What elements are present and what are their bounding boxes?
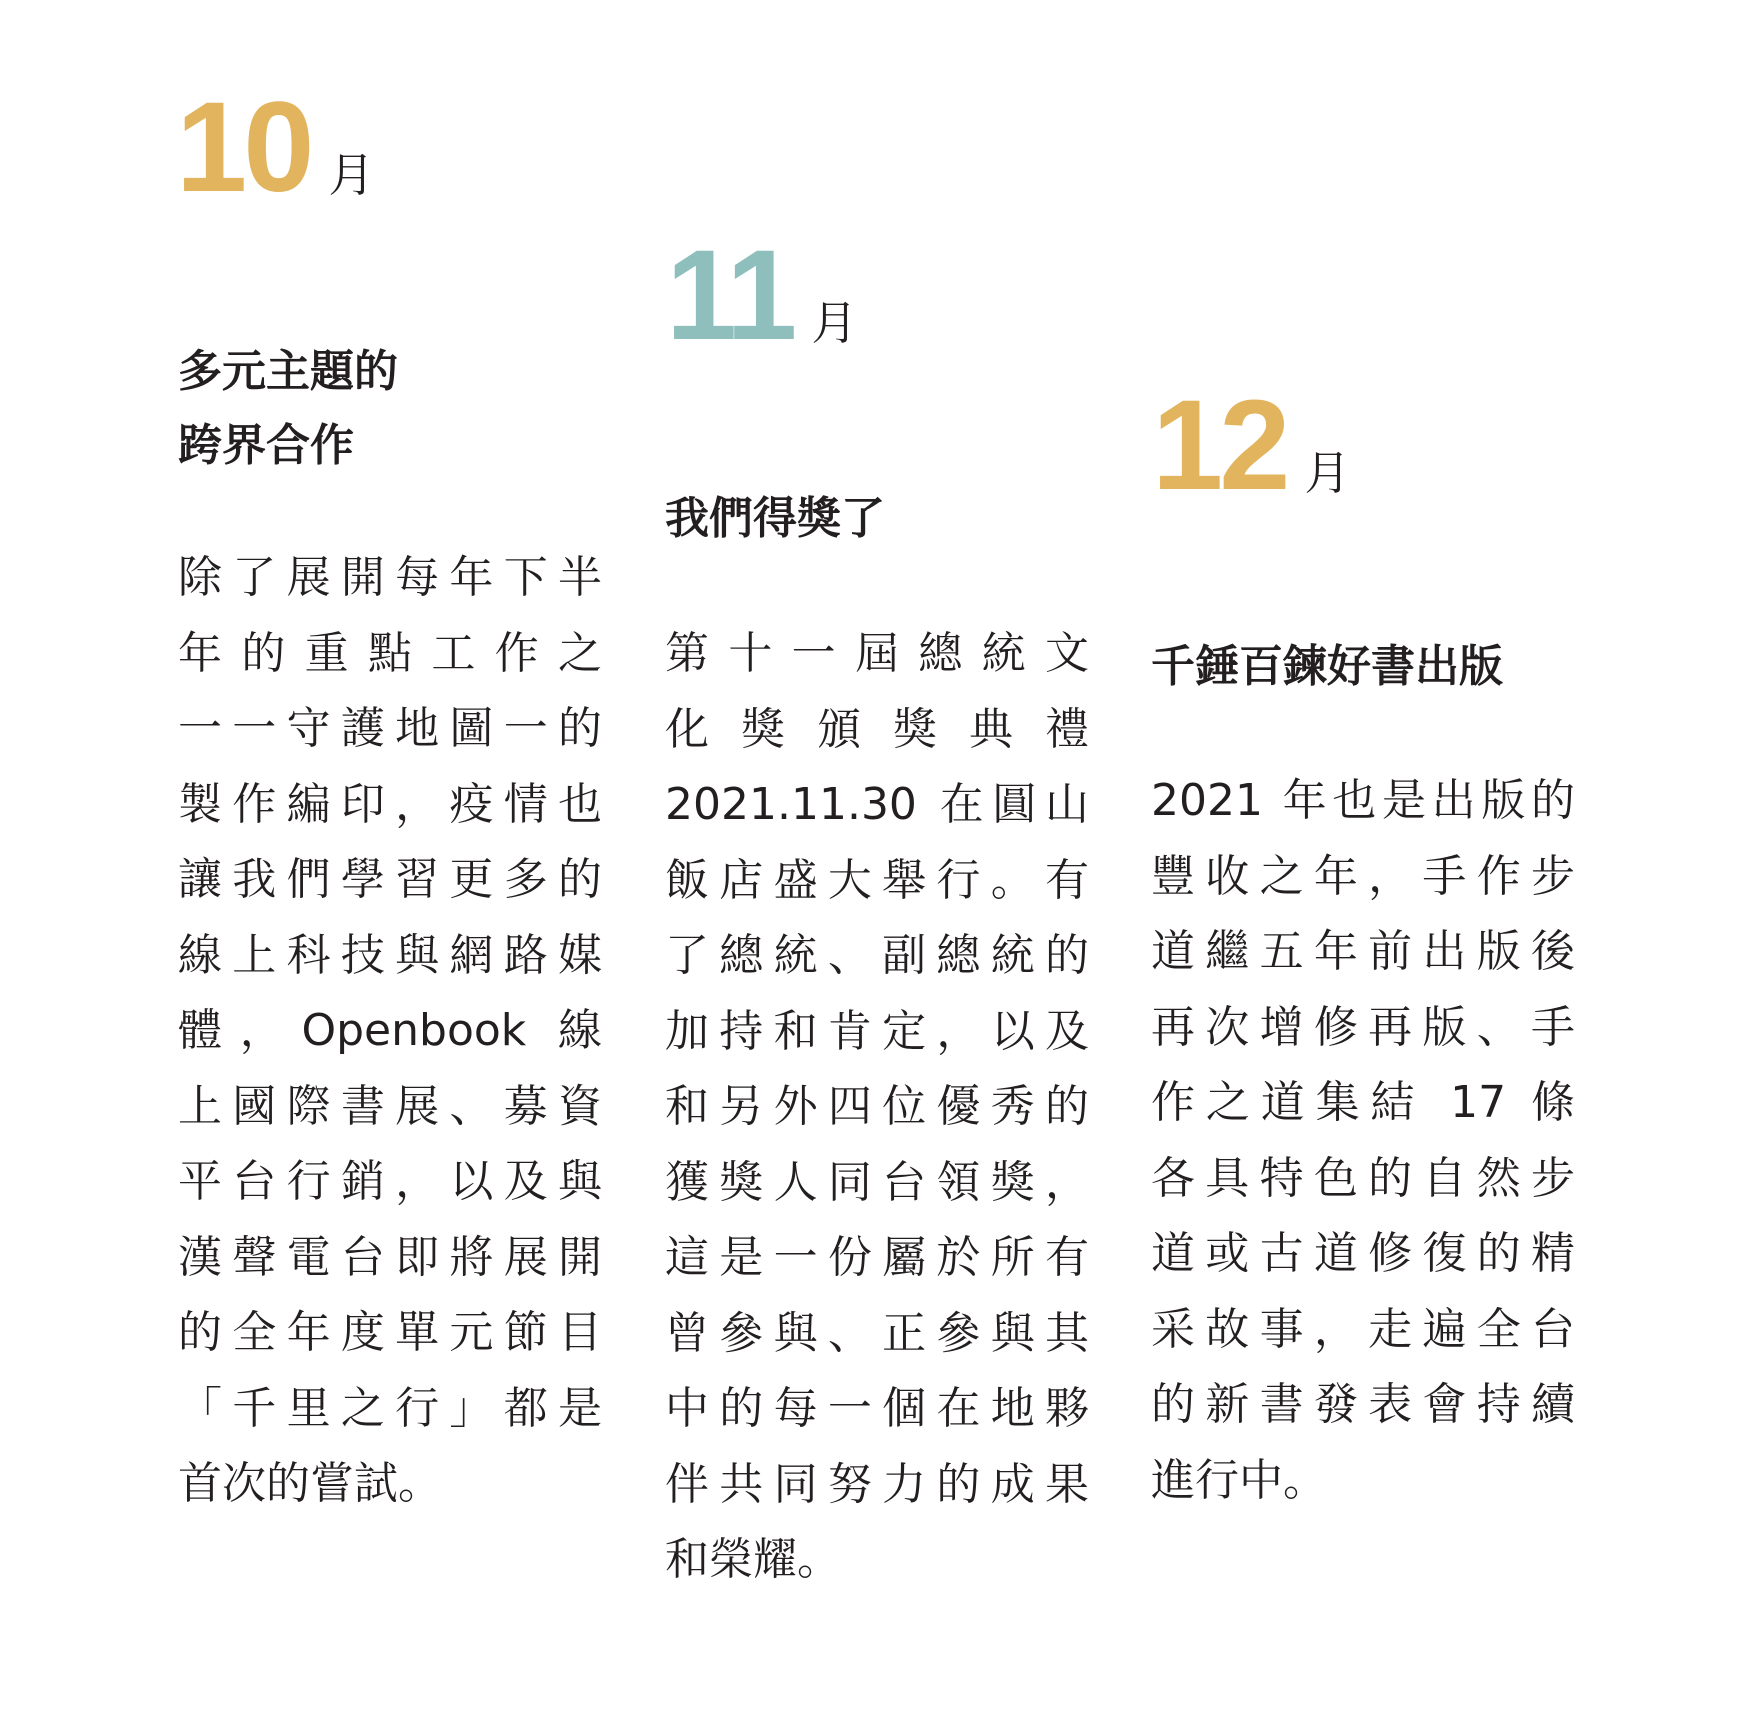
body-line: 一一守護地圖一的	[178, 703, 602, 754]
body-line: 體，Openbook 線	[178, 1005, 602, 1056]
month-number: 11	[666, 224, 794, 367]
month-unit: 月	[811, 296, 858, 350]
month-header-november	[666, 224, 858, 367]
body-line: 獲獎人同台領獎，	[665, 1156, 1089, 1208]
section-body	[665, 616, 1089, 1598]
body-line: 第十一屆總統文	[665, 628, 1089, 679]
body-line: 再次增修再版、手	[1151, 1001, 1575, 1053]
heading-line: 多元主題的	[178, 346, 398, 397]
section-body	[178, 540, 602, 1522]
section-body	[1151, 763, 1575, 1518]
body-line: 和榮耀。	[665, 1534, 841, 1585]
body-line: 製作編印，疫情也	[178, 778, 602, 830]
month-unit: 月	[328, 148, 375, 202]
body-line: 作之道集結 17 條	[1151, 1077, 1575, 1128]
section-heading	[1151, 630, 1503, 704]
body-line: 的新書發表會持續	[1151, 1379, 1575, 1430]
month-number: 12	[1152, 374, 1287, 517]
body-line: 化獎頒獎典禮	[665, 703, 1089, 755]
section-heading	[665, 482, 885, 556]
month-header-december	[1152, 374, 1351, 517]
body-line: 了總統、副總統的	[665, 930, 1089, 981]
body-line: 飯店盛大舉行。有	[665, 854, 1089, 906]
body-line: 各具特色的自然步	[1151, 1152, 1575, 1204]
body-line: 「千里之行」都是	[178, 1382, 602, 1434]
month-unit: 月	[1304, 446, 1351, 500]
month-header-october	[176, 76, 375, 219]
body-line: 這是一份屬於所有	[665, 1232, 1089, 1283]
body-line: 讓我們學習更多的	[178, 854, 602, 905]
body-line: 上國際書展、募資	[178, 1080, 602, 1132]
body-line: 年的重點工作之	[178, 627, 602, 679]
heading-line: 千錘百鍊好書出版	[1151, 641, 1503, 692]
section-heading	[178, 335, 398, 483]
body-line: 漢聲電台即將展開	[178, 1231, 602, 1283]
month-number: 10	[176, 76, 311, 219]
body-line: 曾參與、正參與其	[665, 1307, 1089, 1359]
heading-line: 跨界合作	[178, 420, 354, 471]
body-line: 道或古道修復的精	[1151, 1228, 1575, 1279]
body-line: 加持和肯定，以及	[665, 1005, 1089, 1057]
body-line: 首次的嘗試。	[178, 1458, 442, 1509]
body-line: 進行中。	[1151, 1454, 1327, 1506]
body-line: 中的每一個在地夥	[665, 1383, 1089, 1434]
body-line: 和另外四位優秀的	[665, 1081, 1089, 1132]
body-line: 2021 年也是出版的	[1151, 775, 1575, 826]
body-line: 伴共同努力的成果	[665, 1458, 1089, 1510]
body-line: 2021.11.30 在圓山	[665, 779, 1089, 830]
body-line: 線上科技與網路媒	[178, 929, 602, 981]
body-line: 的全年度單元節目	[178, 1307, 602, 1358]
body-line: 采故事，走遍全台	[1151, 1303, 1575, 1355]
body-line: 豐收之年，手作步	[1151, 850, 1575, 902]
heading-line: 我們得獎了	[665, 493, 885, 544]
body-line: 道繼五年前出版後	[1151, 926, 1575, 977]
body-line: 平台行銷，以及與	[178, 1156, 602, 1207]
body-line: 除了展開每年下半	[178, 552, 602, 603]
